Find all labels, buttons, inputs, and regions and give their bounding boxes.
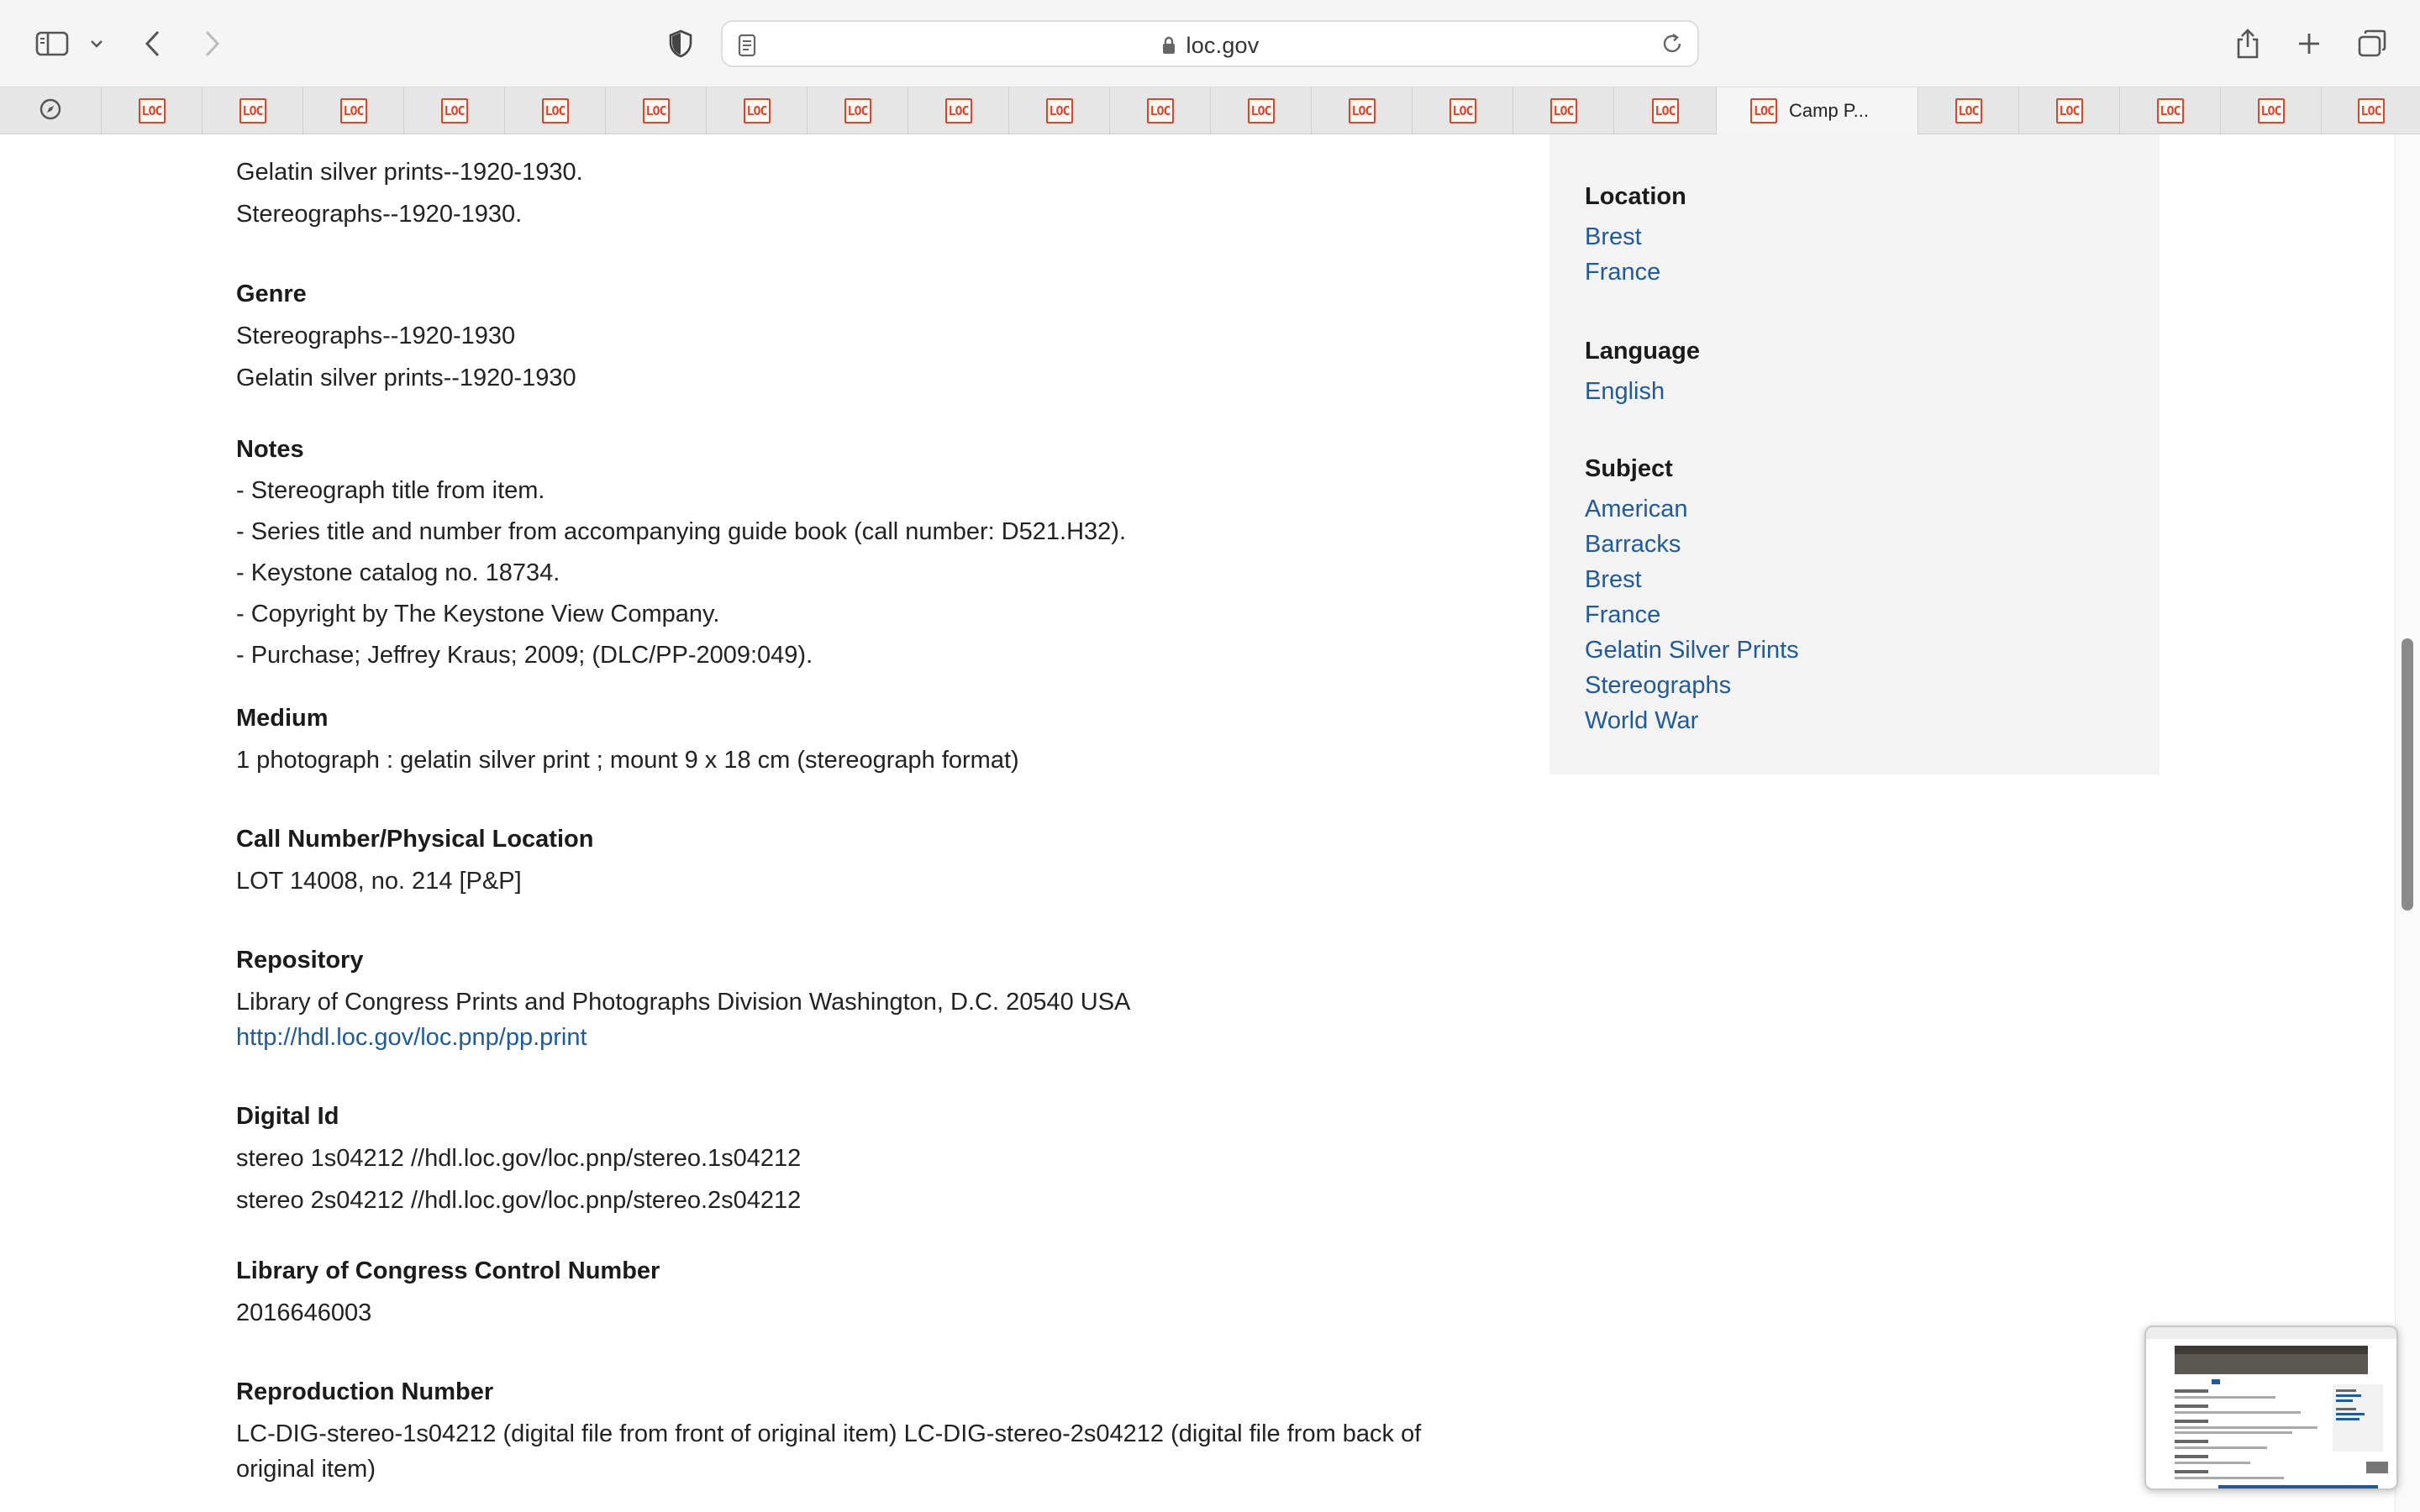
repository-section (236, 939, 1130, 1052)
genre-heading: Genre (236, 281, 307, 307)
call-number-heading: Call Number/Physical Location (236, 826, 594, 853)
loc-favicon-icon: LOC (643, 98, 670, 123)
tab-active[interactable] (1716, 87, 1918, 134)
notes-section (236, 428, 1126, 676)
loc-favicon-icon: LOC (1449, 98, 1476, 123)
tab-loc[interactable] (908, 87, 1008, 134)
loc-favicon-icon: LOC (1147, 98, 1174, 123)
loc-favicon-icon: LOC (744, 98, 771, 123)
format-section (236, 151, 583, 235)
loc-favicon-icon: LOC (1046, 98, 1073, 123)
location-heading: Location (1585, 183, 1686, 210)
tab-loc[interactable] (2220, 87, 2321, 134)
loc-favicon-icon: LOC (2358, 98, 2385, 123)
page-thumbnail-preview[interactable] (2144, 1326, 2398, 1490)
location-link[interactable]: Brest (1585, 223, 1642, 250)
loc-favicon-icon: LOC (1652, 98, 1679, 123)
language-link[interactable]: English (1585, 378, 1665, 405)
control-number-section (236, 1250, 660, 1334)
tab-loc[interactable] (1512, 87, 1613, 134)
new-tab-icon[interactable] (2292, 18, 2326, 69)
loc-favicon-icon: LOC (139, 98, 166, 123)
tab-loc[interactable] (101, 87, 202, 134)
digital-id-line: stereo 1s04212 //hdl.loc.gov/loc.pnp/stereo.1s04212 (236, 1145, 802, 1172)
lock-icon (1161, 35, 1176, 61)
tab-loc[interactable] (1918, 87, 2018, 134)
subject-link[interactable]: World War (1585, 707, 1699, 734)
subject-link[interactable]: Gelatin Silver Prints (1585, 637, 1799, 664)
thumbnail-graphic (2146, 1327, 2398, 1490)
subject-link[interactable]: Stereographs (1585, 672, 1732, 699)
genre-line: Gelatin silver prints--1920-1930 (236, 365, 576, 391)
digital-id-section (236, 1095, 801, 1221)
tab-loc[interactable] (2119, 87, 2220, 134)
repository-value: Library of Congress Prints and Photographs Division Washington, D.C. 20540 USA (236, 989, 1131, 1016)
repository-link[interactable]: http://hdl.loc.gov/loc.pnp/pp.print (236, 1024, 587, 1051)
tab-loc[interactable] (2321, 87, 2420, 134)
tab-loc[interactable] (1311, 87, 1412, 134)
tab-loc[interactable] (1008, 87, 1109, 134)
notes-list (236, 470, 1126, 676)
tab-loc[interactable] (302, 87, 403, 134)
note-item: - Purchase; Jeffrey Kraus; 2009; (DLC/PP-2009:049). (236, 642, 813, 669)
loc-favicon-icon: LOC (1248, 98, 1275, 123)
call-number-value: LOT 14008, no. 214 [P&P] (236, 868, 522, 895)
format-line: Gelatin silver prints--1920-1930. (236, 159, 583, 186)
loc-favicon-icon: LOC (1750, 98, 1777, 123)
control-number-heading: Library of Congress Control Number (236, 1257, 660, 1284)
compass-icon (39, 97, 62, 125)
medium-heading: Medium (236, 705, 329, 732)
reproduction-line: LC-DIG-stereo-1s04212 (digital file from front of original item) LC-DIG-stereo-2s04212 (digital file from back of (236, 1420, 1422, 1447)
forward-icon[interactable] (197, 18, 227, 69)
note-item: - Keystone catalog no. 18734. (236, 559, 560, 586)
medium-value: 1 photograph : gelatin silver print ; mount 9 x 18 cm (stereograph format) (236, 747, 1019, 774)
tab-loc[interactable] (807, 87, 908, 134)
url-text: loc.gov (1186, 33, 1260, 58)
back-icon[interactable] (138, 18, 168, 69)
chevron-down-icon[interactable] (84, 18, 109, 69)
scrollbar-thumb[interactable] (2402, 638, 2413, 911)
language-heading: Language (1585, 338, 1700, 365)
tab-loc[interactable] (504, 87, 605, 134)
tab-loc[interactable] (706, 87, 807, 134)
subject-heading: Subject (1585, 455, 1673, 482)
digital-id-heading: Digital Id (236, 1103, 339, 1130)
reproduction-line: original item) (236, 1456, 376, 1483)
browser-toolbar (0, 0, 2420, 87)
note-item: - Copyright by The Keystone View Company. (236, 601, 720, 627)
control-number-value: 2016646003 (236, 1299, 372, 1326)
url-display (723, 33, 1697, 61)
loc-favicon-icon: LOC (1955, 98, 1982, 123)
note-item: - Stereograph title from item. (236, 477, 545, 504)
loc-favicon-icon: LOC (1349, 98, 1376, 123)
facets-sidebar (1549, 134, 2160, 774)
reload-icon[interactable] (1660, 32, 1684, 60)
loc-favicon-icon: LOC (1550, 98, 1577, 123)
loc-favicon-icon: LOC (2258, 98, 2285, 123)
subject-link[interactable]: Brest (1585, 566, 1642, 593)
medium-section (236, 697, 1019, 781)
call-number-section (236, 818, 593, 902)
active-tab-title: Camp P... (1789, 100, 1869, 121)
reproduction-section (236, 1371, 1421, 1483)
tab-loc[interactable] (1109, 87, 1210, 134)
tab-loc[interactable] (2018, 87, 2119, 134)
genre-line: Stereographs--1920-1930 (236, 323, 516, 349)
tab-loc[interactable] (1412, 87, 1512, 134)
location-link[interactable]: France (1585, 259, 1661, 286)
tab-overview-icon[interactable] (2354, 18, 2390, 69)
loc-favicon-icon: LOC (945, 98, 972, 123)
loc-favicon-icon: LOC (2157, 98, 2184, 123)
subject-link[interactable]: France (1585, 601, 1661, 628)
format-line: Stereographs--1920-1930. (236, 201, 523, 228)
tab-loc[interactable] (1210, 87, 1311, 134)
loc-favicon-icon: LOC (2056, 98, 2083, 123)
reproduction-heading: Reproduction Number (236, 1378, 494, 1405)
notes-heading: Notes (236, 436, 304, 463)
tab-loc[interactable] (202, 87, 302, 134)
tab-loc[interactable] (605, 87, 706, 134)
sidebar-toggle-icon[interactable] (32, 18, 72, 69)
tab-loc[interactable] (403, 87, 504, 134)
tab-strip (0, 87, 2420, 134)
subject-link[interactable]: American (1585, 496, 1688, 522)
loc-favicon-icon: LOC (844, 98, 871, 123)
address-bar[interactable] (721, 20, 1699, 67)
share-icon[interactable] (2230, 18, 2265, 69)
repository-heading: Repository (236, 947, 364, 974)
shield-icon[interactable] (664, 18, 697, 69)
genre-section (236, 273, 576, 399)
loc-favicon-icon: LOC (542, 98, 569, 123)
subject-link[interactable]: Barracks (1585, 531, 1681, 558)
loc-favicon-icon: LOC (441, 98, 468, 123)
digital-id-line: stereo 2s04212 //hdl.loc.gov/loc.pnp/stereo.2s04212 (236, 1187, 802, 1214)
loc-favicon-icon: LOC (239, 98, 266, 123)
loc-favicon-icon: LOC (340, 98, 367, 123)
note-item: - Series title and number from accompanying guide book (call number: D521.H32). (236, 518, 1127, 545)
tab-loc[interactable] (1613, 87, 1716, 134)
tab-start-page[interactable] (0, 87, 101, 134)
